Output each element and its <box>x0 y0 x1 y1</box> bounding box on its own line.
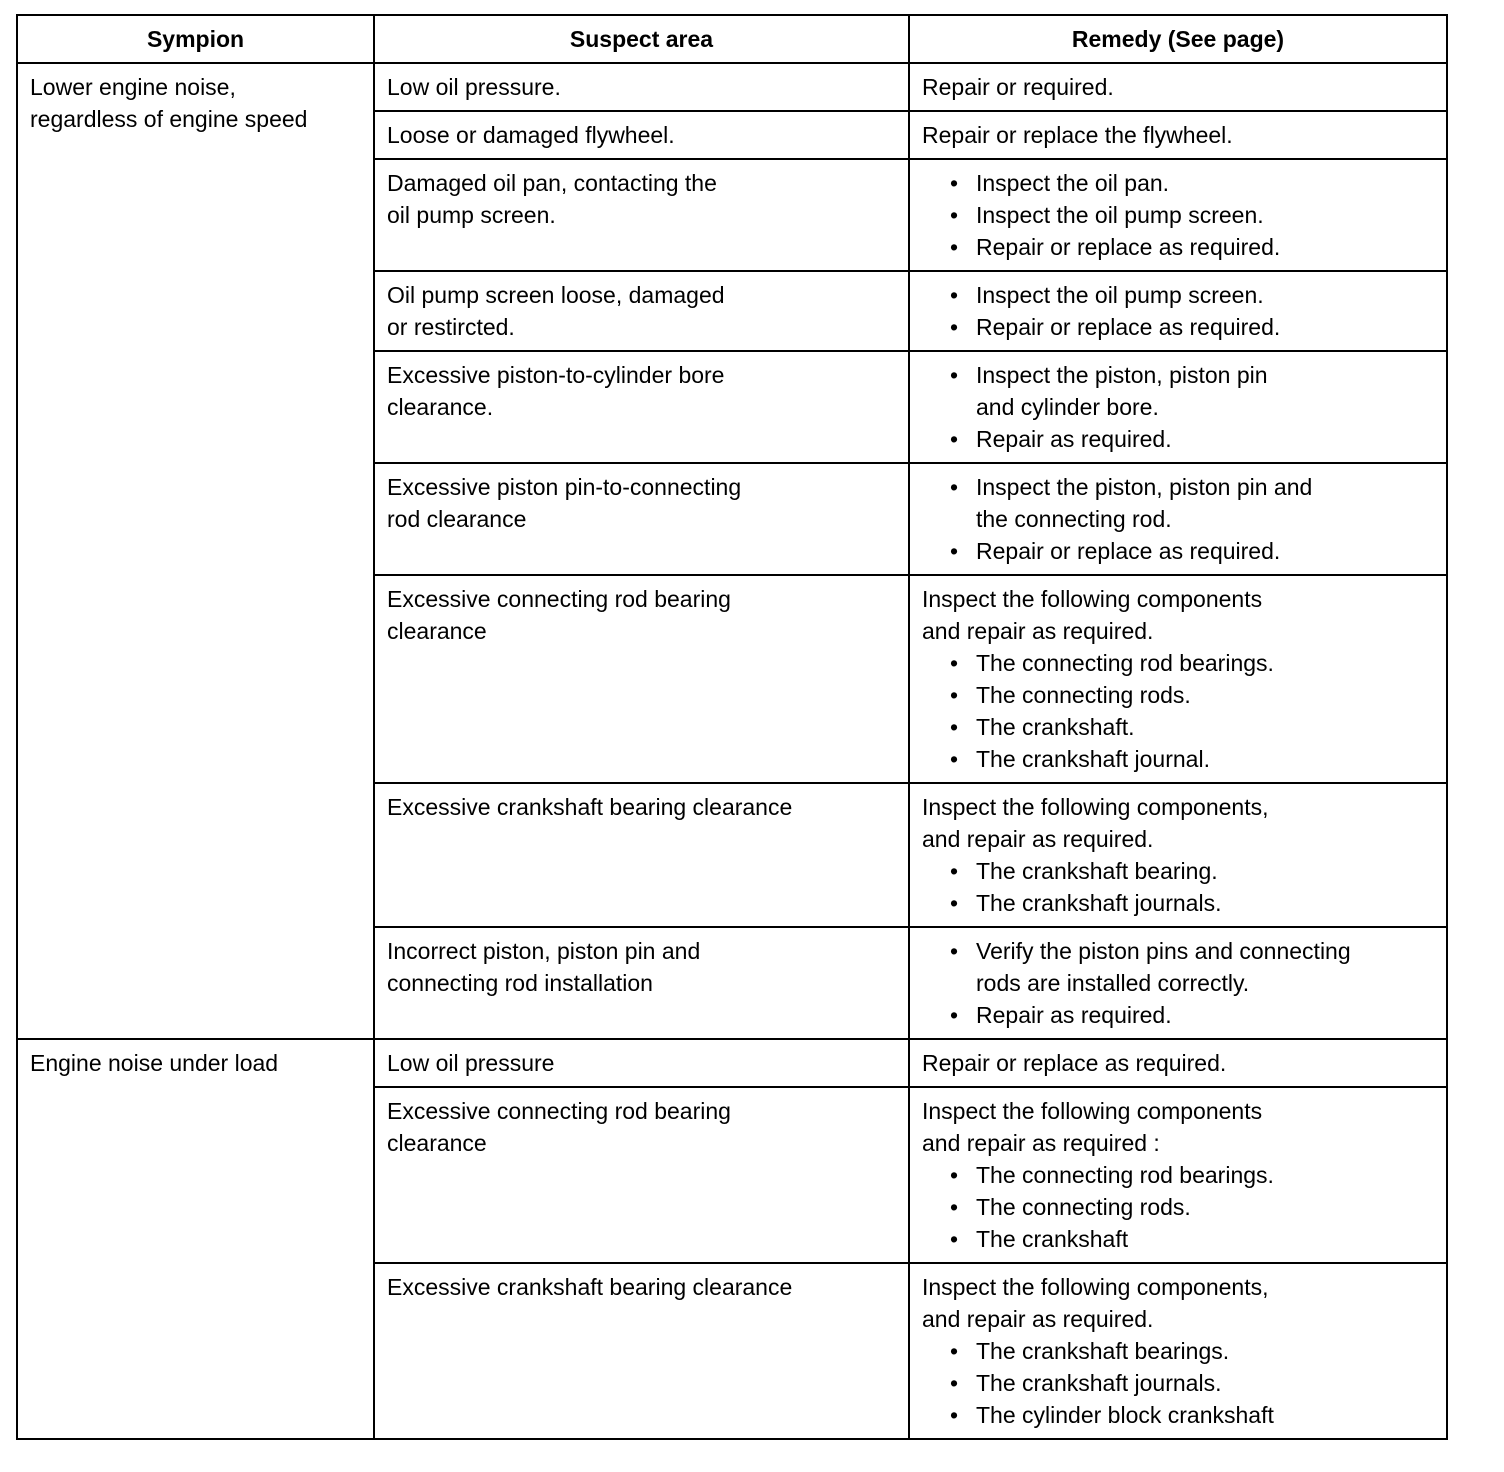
suspect-area-text: Excessive connecting rod bearing <box>387 586 731 612</box>
suspect-area-text: Damaged oil pan, contacting the <box>387 170 717 196</box>
suspect-area-text: Loose or damaged flywheel. <box>387 122 675 148</box>
symptom-text: Lower engine noise, <box>30 74 236 100</box>
remedy-bullet-item <box>922 231 1434 263</box>
remedy-bullet-text: The crankshaft. <box>976 714 1135 740</box>
bullet-icon: • <box>950 1162 959 1188</box>
remedy-cell <box>909 783 1447 927</box>
table-row <box>17 63 1447 111</box>
remedy-bullet-text: Verify the piston pins and connecting <box>976 938 1351 964</box>
remedy-bullet-text: The crankshaft <box>976 1226 1129 1252</box>
suspect-area-text: clearance <box>387 1130 487 1156</box>
remedy-bullet-text: Inspect the oil pump screen. <box>976 282 1264 308</box>
symptom-text: Engine noise under load <box>30 1050 279 1076</box>
remedy-bullet-text: The connecting rods. <box>976 1194 1191 1220</box>
remedy-bullet-item <box>922 423 1434 455</box>
remedy-text: Inspect the following components, <box>922 1274 1269 1300</box>
remedy-text: Repair or required. <box>922 74 1114 100</box>
header-row <box>17 15 1447 63</box>
suspect-area-text: Low oil pressure. <box>387 74 561 100</box>
remedy-bullet-text: The cylinder block crankshaft <box>976 1402 1274 1428</box>
remedy-text: and repair as required. <box>922 618 1154 644</box>
remedy-bullet-item <box>922 1367 1434 1399</box>
suspect-area-text: connecting rod installation <box>387 970 653 996</box>
header-suspect-area: Suspect area <box>374 15 909 63</box>
suspect-area-text: Excessive piston pin-to-connecting <box>387 474 742 500</box>
remedy-bullet-item <box>922 1399 1434 1431</box>
remedy-bullet-text: The crankshaft journals. <box>976 890 1222 916</box>
remedy-cell <box>909 1087 1447 1263</box>
remedy-bullet-text: Repair or replace as required. <box>976 538 1281 564</box>
suspect-area-cell <box>374 575 909 783</box>
suspect-area-text: clearance <box>387 618 487 644</box>
bullet-icon: • <box>950 282 959 308</box>
remedy-cell <box>909 575 1447 783</box>
bullet-icon: • <box>950 1002 959 1028</box>
suspect-area-cell <box>374 111 909 159</box>
remedy-text: Inspect the following components, <box>922 794 1269 820</box>
bullet-icon: • <box>950 314 959 340</box>
remedy-cell <box>909 63 1447 111</box>
suspect-area-text: Excessive connecting rod bearing <box>387 1098 731 1124</box>
remedy-cell <box>909 463 1447 575</box>
remedy-text: and repair as required. <box>922 1306 1154 1332</box>
bullet-icon: • <box>950 202 959 228</box>
remedy-bullet-text: rods are installed correctly. <box>976 970 1250 996</box>
remedy-cell <box>909 111 1447 159</box>
remedy-bullet-text: The crankshaft journal. <box>976 746 1210 772</box>
symptom-cell <box>17 1039 374 1439</box>
remedy-bullet-text: Repair as required. <box>976 1002 1172 1028</box>
bullet-icon: • <box>950 538 959 564</box>
remedy-bullet-text: Repair or replace as required. <box>976 234 1281 260</box>
bullet-icon: • <box>950 362 959 388</box>
remedy-bullet-item <box>922 199 1434 231</box>
remedy-cell <box>909 1039 1447 1087</box>
remedy-cell <box>909 159 1447 271</box>
remedy-bullet-item <box>922 743 1434 775</box>
remedy-bullet-item <box>922 1223 1434 1255</box>
remedy-bullet-item <box>922 535 1434 567</box>
suspect-area-text: or restircted. <box>387 314 515 340</box>
remedy-bullet-text: Inspect the piston, piston pin and <box>976 474 1313 500</box>
remedy-bullet-text: Inspect the piston, piston pin <box>976 362 1268 388</box>
table-body <box>17 63 1447 1439</box>
bullet-icon: • <box>950 1370 959 1396</box>
bullet-icon: • <box>950 1338 959 1364</box>
suspect-area-text: Oil pump screen loose, damaged <box>387 282 725 308</box>
remedy-text: Repair or replace the flywheel. <box>922 122 1233 148</box>
suspect-area-cell <box>374 159 909 271</box>
remedy-bullet-text: and cylinder bore. <box>976 394 1159 420</box>
suspect-area-cell <box>374 783 909 927</box>
remedy-bullet-item <box>922 311 1434 343</box>
diagnosis-table <box>16 14 1448 1440</box>
bullet-icon: • <box>950 746 959 772</box>
remedy-bullet-text: The connecting rods. <box>976 682 1191 708</box>
remedy-text: and repair as required. <box>922 826 1154 852</box>
suspect-area-text: Excessive crankshaft bearing clearance <box>387 794 793 820</box>
suspect-area-text: Excessive piston-to-cylinder bore <box>387 362 725 388</box>
remedy-bullet-item <box>922 679 1434 711</box>
bullet-icon: • <box>950 650 959 676</box>
bullet-icon: • <box>950 682 959 708</box>
remedy-bullet-text: Repair or replace as required. <box>976 314 1281 340</box>
remedy-cell <box>909 1263 1447 1439</box>
remedy-text: Inspect the following components <box>922 1098 1263 1124</box>
remedy-bullet-text: The connecting rod bearings. <box>976 1162 1274 1188</box>
remedy-bullet-text: The crankshaft journals. <box>976 1370 1222 1396</box>
remedy-bullet-text: The crankshaft bearings. <box>976 1338 1230 1364</box>
bullet-icon: • <box>950 170 959 196</box>
symptom-cell <box>17 63 374 1039</box>
remedy-bullet-item <box>922 1191 1434 1223</box>
remedy-text: and repair as required : <box>922 1130 1160 1156</box>
remedy-bullet-item <box>922 1159 1434 1191</box>
remedy-bullet-text: the connecting rod. <box>976 506 1172 532</box>
bullet-icon: • <box>950 890 959 916</box>
remedy-bullet-item <box>922 647 1434 679</box>
bullet-icon: • <box>950 426 959 452</box>
remedy-bullet-text: Repair as required. <box>976 426 1172 452</box>
remedy-bullet-item <box>922 167 1434 199</box>
suspect-area-text: Excessive crankshaft bearing clearance <box>387 1274 793 1300</box>
bullet-icon: • <box>950 714 959 740</box>
remedy-bullet-text: The crankshaft bearing. <box>976 858 1218 884</box>
remedy-cell <box>909 351 1447 463</box>
suspect-area-text: Low oil pressure <box>387 1050 555 1076</box>
bullet-icon: • <box>950 938 959 964</box>
header-remedy: Remedy (See page) <box>909 15 1447 63</box>
remedy-bullet-text: Inspect the oil pan. <box>976 170 1170 196</box>
suspect-area-cell <box>374 1263 909 1439</box>
remedy-bullet-text: The connecting rod bearings. <box>976 650 1274 676</box>
remedy-text: Repair or replace as required. <box>922 1050 1227 1076</box>
remedy-bullet-item <box>922 855 1434 887</box>
suspect-area-text: rod clearance <box>387 506 527 532</box>
bullet-icon: • <box>950 1194 959 1220</box>
remedy-bullet-item <box>922 1335 1434 1367</box>
remedy-bullet-item <box>922 935 1434 999</box>
remedy-bullet-item <box>922 279 1434 311</box>
suspect-area-cell <box>374 351 909 463</box>
header-symptom: Sympion <box>17 15 374 63</box>
remedy-bullet-item <box>922 711 1434 743</box>
suspect-area-text: Incorrect piston, piston pin and <box>387 938 701 964</box>
bullet-icon: • <box>950 858 959 884</box>
suspect-area-cell <box>374 271 909 351</box>
suspect-area-cell <box>374 1039 909 1087</box>
remedy-bullet-item <box>922 887 1434 919</box>
suspect-area-text: oil pump screen. <box>387 202 556 228</box>
suspect-area-cell <box>374 463 909 575</box>
remedy-cell <box>909 927 1447 1039</box>
remedy-bullet-item <box>922 471 1434 535</box>
table-row <box>17 1039 1447 1087</box>
suspect-area-cell <box>374 927 909 1039</box>
suspect-area-cell <box>374 1087 909 1263</box>
suspect-area-cell <box>374 63 909 111</box>
bullet-icon: • <box>950 1402 959 1428</box>
remedy-bullet-item <box>922 359 1434 423</box>
symptom-text: regardless of engine speed <box>30 106 308 132</box>
remedy-bullet-item <box>922 999 1434 1031</box>
remedy-text: Inspect the following components <box>922 586 1263 612</box>
bullet-icon: • <box>950 474 959 500</box>
remedy-bullet-text: Inspect the oil pump screen. <box>976 202 1264 228</box>
suspect-area-text: clearance. <box>387 394 494 420</box>
remedy-cell <box>909 271 1447 351</box>
bullet-icon: • <box>950 234 959 260</box>
bullet-icon: • <box>950 1226 959 1252</box>
